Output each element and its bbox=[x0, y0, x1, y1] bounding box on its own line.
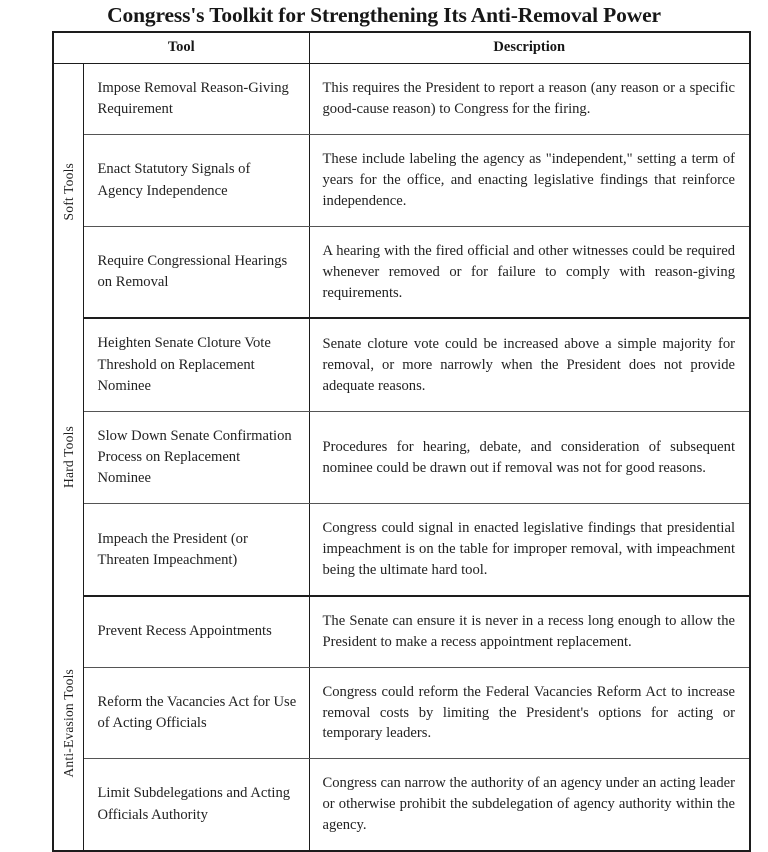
description-cell: These include labeling the agency as "independent," setting a term of years for the office, and enacting legislative findings that reinforce independence. bbox=[309, 135, 750, 227]
description-cell: A hearing with the fired official and other witnesses could be required whenever removed or for failure to comply with reason-giving requirements. bbox=[309, 226, 750, 318]
section-label-hard-tools bbox=[53, 318, 83, 596]
description-cell: Congress could reform the Federal Vacancies Reform Act to increase removal costs by limiting the President's options for acting or temporary leaders. bbox=[309, 667, 750, 759]
tool-cell: Impeach the President (or Threaten Impeachment) bbox=[83, 504, 309, 596]
table-row bbox=[53, 667, 750, 759]
table-header-row bbox=[53, 32, 750, 64]
tool-cell: Require Congressional Hearings on Removal bbox=[83, 226, 309, 318]
table-row bbox=[53, 411, 750, 503]
page-title: Congress's Toolkit for Strengthening Its Anti-Removal Power bbox=[107, 3, 661, 27]
tool-cell: Impose Removal Reason-Giving Requirement bbox=[83, 64, 309, 135]
table-row bbox=[53, 226, 750, 318]
table-row bbox=[53, 759, 750, 851]
table-header bbox=[53, 32, 750, 64]
description-cell: The Senate can ensure it is never in a recess long enough to allow the President to make a recess appointment replacement. bbox=[309, 596, 750, 667]
table-row bbox=[53, 318, 750, 411]
table-body bbox=[53, 64, 750, 851]
toolkit-table bbox=[52, 31, 751, 852]
table-row bbox=[53, 64, 750, 135]
section-label-soft-tools bbox=[53, 64, 83, 319]
description-cell: This requires the President to report a reason (any reason or a specific good-cause reason) to Congress for the firing. bbox=[309, 64, 750, 135]
table-row bbox=[53, 504, 750, 596]
tool-cell: Reform the Vacancies Act for Use of Acting Officials bbox=[83, 667, 309, 759]
description-cell: Senate cloture vote could be increased above a simple majority for removal, or more narrowly when the President does not provide adequate reasons. bbox=[309, 318, 750, 411]
column-header-description: Description bbox=[309, 32, 750, 64]
description-cell: Congress could signal in enacted legislative findings that presidential impeachment is on the table for improper removal, with impeachment being the ultimate hard tool. bbox=[309, 504, 750, 596]
section-label-text: Hard Tools bbox=[60, 426, 76, 489]
column-header-tool: Tool bbox=[53, 32, 309, 64]
toolkit-table-container bbox=[52, 31, 749, 852]
section-label-text: Anti-Evasion Tools bbox=[60, 668, 76, 778]
tool-cell: Heighten Senate Cloture Vote Threshold on Replacement Nominee bbox=[83, 318, 309, 411]
table-row bbox=[53, 596, 750, 667]
section-label-anti-evasion-tools bbox=[53, 596, 83, 851]
description-cell: Congress can narrow the authority of an agency under an acting leader or otherwise prohibit the subdelegation of agency authority within the agency. bbox=[309, 759, 750, 851]
tool-cell: Prevent Recess Appointments bbox=[83, 596, 309, 667]
tool-cell: Slow Down Senate Confirmation Process on Replacement Nominee bbox=[83, 411, 309, 503]
section-label-text: Soft Tools bbox=[60, 162, 76, 220]
tool-cell: Enact Statutory Signals of Agency Independence bbox=[83, 135, 309, 227]
tool-cell: Limit Subdelegations and Acting Officials Authority bbox=[83, 759, 309, 851]
description-cell: Procedures for hearing, debate, and consideration of subsequent nominee could be drawn out if removal was not for good reasons. bbox=[309, 411, 750, 503]
table-row bbox=[53, 135, 750, 227]
